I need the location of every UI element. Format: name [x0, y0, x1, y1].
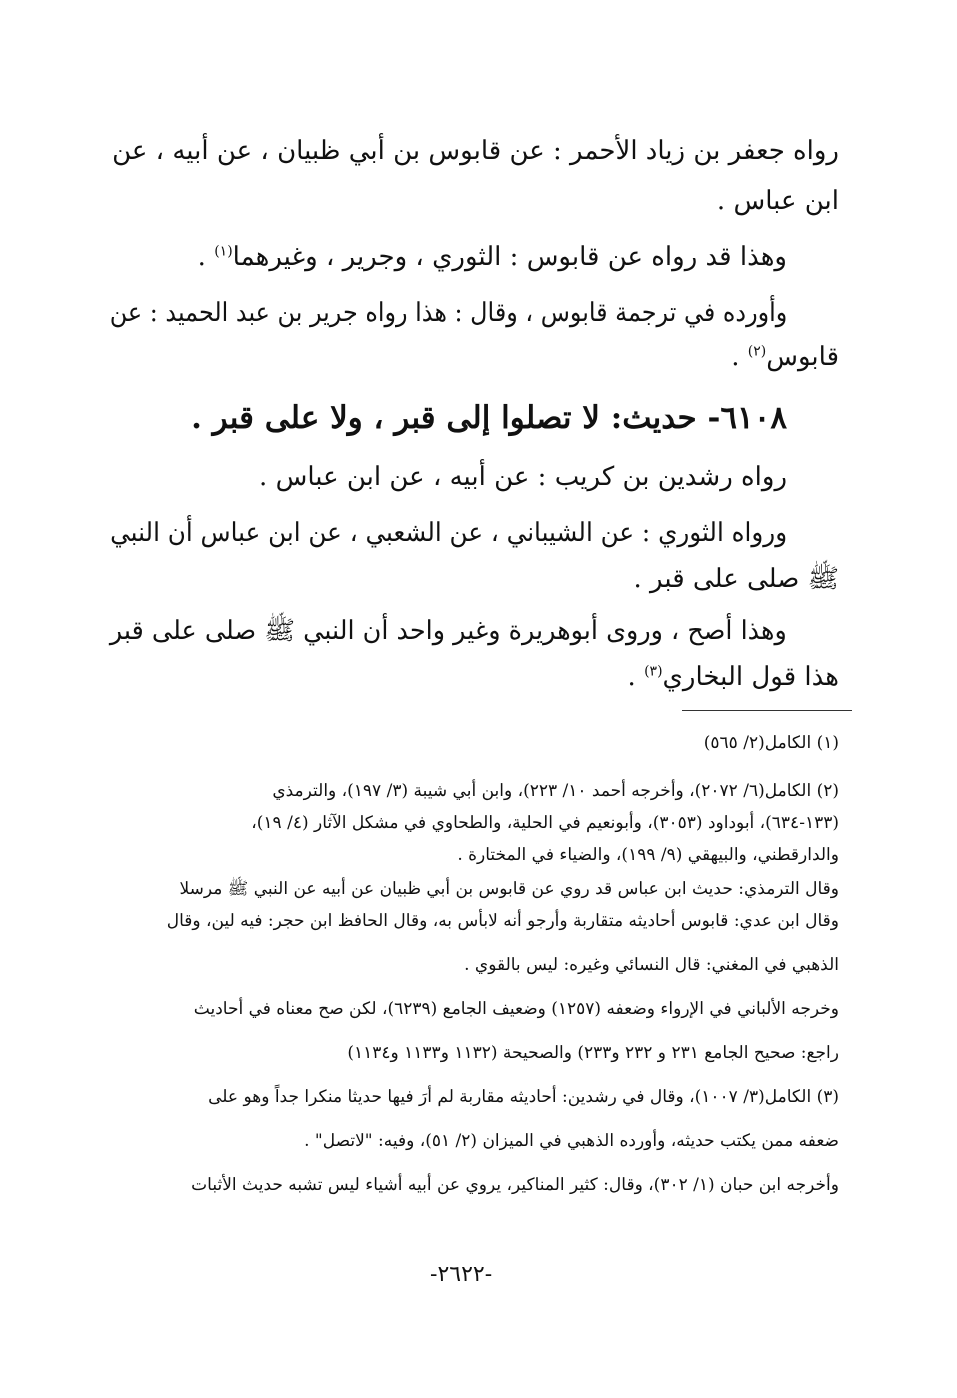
body-text: .	[731, 342, 748, 372]
body-line: رواه رشدين بن كريب : عن أبيه ، عن ابن عباس .	[259, 462, 787, 492]
body-line	[731, 340, 839, 374]
body-line: وأورده في ترجمة قابوس ، وقال : هذا رواه جرير بن عبد الحميد : عن	[109, 298, 787, 328]
footnote-line: والدارقطني، والبيهقي (٩/ ١٩٩)، والضياء في المختارة .	[457, 845, 839, 865]
footnote-separator	[682, 710, 852, 711]
footnote-line: وقال ابن عدي: قابوس أحاديثه متقاربة وأرجو أنه لابأس به، وقال الحافظ ابن حجر: فيه لين، وقال	[166, 911, 839, 931]
body-line: ابن عباس .	[716, 186, 839, 216]
body-line: وهذا أصح ، وروى أبوهريرة وغير واحد أن النبي ﷺ صلى على قبر	[110, 616, 787, 646]
footnote-ref: (٣)	[644, 663, 663, 680]
footnote-line: (٣) الكامل(٣/ ١٠٠٧)، وقال في رشدين: أحاديثه مقاربة لم أرَ فيها حديثا منكرا جداً وهو على	[208, 1087, 839, 1107]
hadith-heading: ٦١٠٨- حديث: لا تصلوا إلى قبر ، ولا على قبر .	[191, 400, 787, 436]
footnote-ref: (٢)	[747, 343, 767, 360]
body-text: .	[627, 662, 645, 692]
body-line: ورواه الثوري : عن الشيباني ، عن الشعبي ، عن ابن عباس أن النبي	[110, 518, 787, 548]
body-text: قابوس	[766, 342, 839, 372]
body-line	[628, 660, 839, 694]
footnote-line: ضعفه ممن يكتب حديثه، وأورده الذهبي في الميزان (٢/ ٥١)، وفيه: "لاتصل" .	[304, 1131, 839, 1151]
footnote-line: (١) الكامل(٢/ ٥٦٥)	[703, 733, 839, 753]
body-text: وهذا قد رواه عن قابوس : الثوري ، وجرير ، وغيرهما	[232, 242, 787, 272]
footnote-line: وأخرجه ابن حبان (١/ ٣٠٢)، وقال: كثير المناكير، يروي عن أبيه أشياء ليس تشبه حديث الأثبات	[191, 1175, 839, 1195]
body-line: رواه جعفر بن زياد الأحمر : عن قابوس بن أبي ظبيان ، عن أبيه ، عن	[112, 136, 839, 166]
footnote-line: الذهبي في المغني: قال النسائي وغيره: ليس بالقوي .	[464, 955, 839, 975]
page-number: -٢٦٢٢-	[430, 1262, 493, 1287]
footnote-ref: (١)	[214, 243, 233, 260]
body-line: ﷺ صلى على قبر .	[633, 564, 839, 594]
footnote-line: وخرجه الألباني في الإرواء وضعفه (١٢٥٧) وضعيف الجامع (٦٢٣٩)، لكن صح معناه في أحاديث	[193, 999, 839, 1019]
footnote-line: (١٣٣-٦٣٤)، أبوداود (٣٠٥٣)، وأبونعيم في الحلية، والطحاوي في مشكل الآثار (٤/ ١٩)،	[251, 813, 839, 833]
body-text: .	[197, 242, 215, 272]
footnote-line: (٢) الكامل(٦/ ٢٠٧٢)، وأخرجه أحمد ١٠/ ٢٢٣)، وابن أبي شيبة (٣/ ١٩٧)، والترمذي	[272, 781, 839, 801]
footnote-line: راجع: صحيح الجامع ٢٣١ و ٢٣٢ و٢٣٣) والصحيحة (١١٣٢ و١١٣٣ و١١٣٤)	[347, 1043, 839, 1063]
body-text: هذا قول البخاري	[662, 662, 839, 692]
body-line	[198, 240, 787, 274]
footnote-line: وقال الترمذي: حديث ابن عباس قد روي عن قابوس بن أبي ظبيان عن أبيه عن النبي ﷺ مرسلا	[179, 879, 839, 899]
